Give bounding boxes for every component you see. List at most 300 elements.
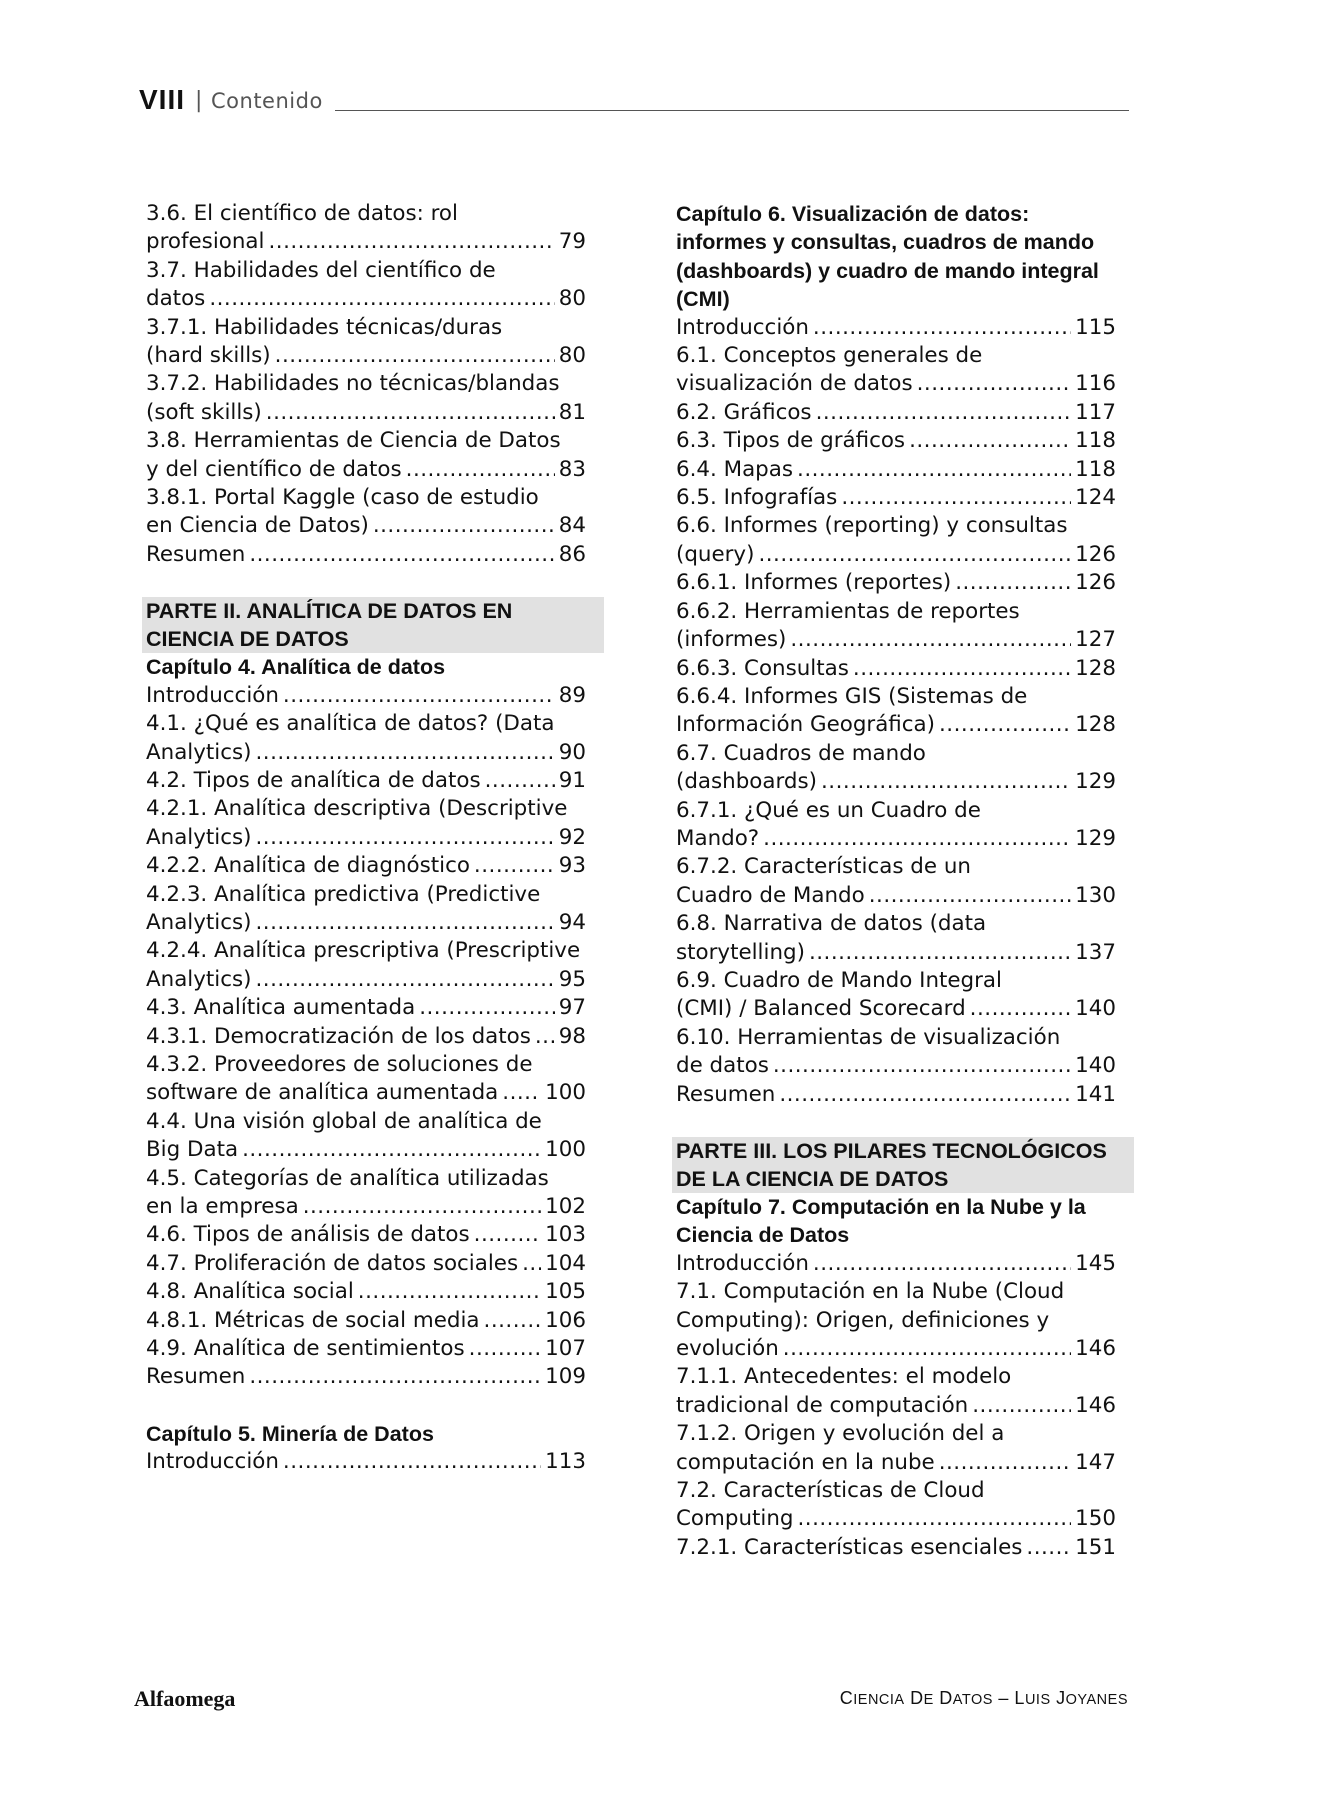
page-ref: 97: [558, 995, 586, 1021]
dot-leader: [275, 342, 555, 370]
dot-leader: [358, 1278, 541, 1306]
entry-title-line: (query): [676, 541, 755, 567]
toc-entry[interactable]: [676, 655, 1116, 683]
entry-last-line: [146, 1023, 586, 1051]
title-smallcaps: E: [923, 1692, 934, 1708]
entry-title-line: 4.8.1. Métricas de social media: [146, 1307, 480, 1333]
toc-entry[interactable]: [146, 427, 586, 484]
part-heading: [672, 1137, 1134, 1193]
toc-entry[interactable]: [146, 937, 586, 994]
entry-title-line: Mando?: [676, 825, 760, 851]
toc-entry[interactable]: [676, 1363, 1116, 1420]
page-ref: 147: [1075, 1449, 1116, 1475]
entry-last-line: [676, 456, 1116, 484]
entry-last-line: [146, 966, 586, 994]
page-ref: 92: [558, 824, 586, 850]
dot-leader: [783, 1335, 1071, 1363]
entry-title-line: Introducción: [676, 314, 809, 340]
page-ref: 86: [558, 541, 586, 567]
heading-line: PARTE III. LOS PILARES TECNOLÓGICOS: [676, 1139, 1107, 1163]
toc-entry[interactable]: [676, 569, 1116, 597]
title-smallcaps: UIS: [1024, 1692, 1051, 1708]
dot-leader: [853, 655, 1071, 683]
page-ref: 79: [558, 229, 586, 255]
entry-title-line: Big Data: [146, 1137, 239, 1163]
toc-entry[interactable]: [676, 1081, 1116, 1109]
entry-last-line: [146, 909, 586, 937]
toc-entry[interactable]: [146, 370, 586, 427]
toc-entry[interactable]: [676, 598, 1116, 655]
entry-last-line: [146, 1335, 586, 1363]
heading-line: PARTE II. ANALÍTICA DE DATOS EN: [146, 599, 513, 624]
entry-title-line: Resumen: [146, 541, 246, 567]
chapter-heading: [676, 1193, 1116, 1250]
entry-last-line: [676, 1449, 1116, 1477]
page-ref: 118: [1075, 428, 1116, 454]
dot-leader: [249, 541, 554, 569]
toc-entry[interactable]: [146, 767, 586, 795]
page-ref: 118: [1075, 456, 1116, 482]
entry-title-line: 4.3.1. Democratización de los datos: [146, 1023, 531, 1049]
entry-last-line: [676, 995, 1116, 1023]
dot-leader: [955, 569, 1071, 597]
entry-last-line: [146, 852, 586, 880]
publisher-name: Alfaomega: [134, 1686, 236, 1711]
chapter-heading: [676, 200, 1116, 314]
entry-title-line: 3.8. Herramientas de Ciencia de Datos: [146, 428, 561, 454]
entry-last-line: [146, 767, 586, 795]
toc-entry[interactable]: [676, 484, 1116, 512]
entry-title-line: en Ciencia de Datos): [146, 513, 369, 539]
dot-leader: [522, 1250, 541, 1278]
dot-leader: [841, 484, 1071, 512]
toc-entry[interactable]: [676, 910, 1116, 967]
entry-title-line: Resumen: [146, 1364, 246, 1390]
page-ref: 145: [1075, 1250, 1116, 1276]
dot-leader: [869, 882, 1071, 910]
entry-last-line: [676, 1250, 1116, 1278]
toc-entry[interactable]: [146, 682, 586, 710]
entry-title-line: 6.7.2. Características de un: [676, 854, 971, 880]
title-smallcaps: IENCIA: [853, 1692, 905, 1708]
page-ref: 128: [1075, 655, 1116, 681]
entry-title-line: 6.7. Cuadros de mando: [676, 740, 926, 766]
entry-title-line: 3.7. Habilidades del científico de: [146, 257, 496, 283]
entry-title-line: 7.1.1. Antecedentes: el modelo: [676, 1364, 1012, 1390]
entry-title-line: 3.7.2. Habilidades no técnicas/blandas: [146, 371, 560, 397]
page-ref: 105: [545, 1279, 586, 1305]
dot-leader: [502, 1079, 541, 1107]
dot-leader: [268, 228, 554, 256]
entry-last-line: [676, 1052, 1116, 1080]
spacer: [146, 569, 586, 597]
toc-entry[interactable]: [146, 484, 586, 541]
entry-last-line: [676, 768, 1116, 796]
page-ref: 95: [558, 966, 586, 992]
entry-title-line: (dashboards): [676, 769, 817, 795]
toc-entry[interactable]: [146, 994, 586, 1022]
toc-entry[interactable]: [676, 1250, 1116, 1278]
toc-entry[interactable]: [676, 853, 1116, 910]
header-separator: |: [195, 88, 203, 113]
entry-last-line: [146, 228, 586, 256]
heading-line: DE LA CIENCIA DE DATOS: [676, 1167, 949, 1191]
entry-last-line: [146, 1193, 586, 1221]
page-ref: 140: [1075, 996, 1116, 1022]
dot-leader: [209, 285, 554, 313]
dot-leader: [797, 1505, 1071, 1533]
toc-entry[interactable]: [146, 1448, 586, 1476]
entry-title-line: 6.8. Narrativa de datos (data: [676, 911, 987, 937]
heading-line: Capítulo 6. Visualización de datos:: [676, 202, 1030, 226]
dot-leader: [474, 1221, 542, 1249]
entry-last-line: [146, 1448, 586, 1476]
toc-entry[interactable]: [676, 427, 1116, 455]
toc-entry[interactable]: [676, 1024, 1116, 1081]
page-ref: 84: [558, 513, 586, 539]
page-ref: 127: [1075, 627, 1116, 653]
entry-last-line: [676, 569, 1116, 597]
entry-last-line: [146, 994, 586, 1022]
dot-leader: [917, 370, 1072, 398]
page-ref: 124: [1075, 485, 1116, 511]
toc-entry[interactable]: [676, 1278, 1116, 1363]
entry-title-line: 7.2. Características de Cloud: [676, 1478, 985, 1504]
dot-leader: [758, 541, 1071, 569]
entry-title-line: 6.1. Conceptos generales de: [676, 343, 983, 369]
entry-last-line: [676, 541, 1116, 569]
entry-title-line: 6.3. Tipos de gráficos: [676, 428, 906, 454]
toc-entry[interactable]: [676, 1477, 1116, 1534]
toc-entry[interactable]: [146, 1307, 586, 1335]
toc-entry[interactable]: [676, 512, 1116, 569]
entry-last-line: [146, 1250, 586, 1278]
entry-title-line: 7.1. Computación en la Nube (Cloud: [676, 1279, 1065, 1305]
toc-entry[interactable]: [146, 1221, 586, 1249]
page-ref: 103: [545, 1222, 586, 1248]
page-ref: 100: [545, 1080, 586, 1106]
page-number: VIII: [139, 84, 186, 115]
entry-title-line: 6.6. Informes (reporting) y consultas: [676, 513, 1068, 539]
page-ref: 106: [545, 1307, 586, 1333]
entry-title-line: Cuadro de Mando: [676, 882, 865, 908]
entry-title-line: 6.6.4. Informes GIS (Sistemas de: [676, 683, 1028, 709]
entry-title-line: 4.2.2. Analítica de diagnóstico: [146, 853, 470, 879]
entry-last-line: [676, 1081, 1116, 1109]
title-smallcaps: OYANES: [1065, 1692, 1128, 1708]
dot-leader: [821, 768, 1071, 796]
heading-line: Capítulo 7. Computación en la Nube y la: [676, 1195, 1086, 1219]
dot-leader: [373, 512, 555, 540]
dot-leader: [813, 314, 1071, 342]
entry-title-line: 4.7. Proliferación de datos sociales: [146, 1250, 519, 1276]
toc-entry[interactable]: [676, 683, 1116, 740]
toc-entry[interactable]: [146, 257, 586, 314]
heading-line: informes y consultas, cuadros de mando: [676, 230, 1095, 255]
entry-title-line: tradicional de computación: [676, 1392, 969, 1418]
dot-leader: [939, 711, 1071, 739]
dot-leader: [242, 1136, 541, 1164]
entry-title-line: 4.2.1. Analítica descriptiva (Descriptive: [146, 796, 568, 822]
entry-title-line: 6.4. Mapas: [676, 456, 794, 482]
heading-line: Capítulo 4. Analítica de datos: [146, 655, 446, 680]
title-initial: – L: [992, 1688, 1025, 1708]
page-ref: 115: [1075, 314, 1116, 340]
entry-title-line: 4.9. Analítica de sentimientos: [146, 1336, 465, 1362]
entry-title-line: 6.5. Infografías: [676, 485, 838, 511]
toc-entry[interactable]: [146, 1335, 586, 1363]
entry-title-line: 6.7.1. ¿Qué es un Cuadro de: [676, 797, 981, 823]
entry-title-line: 4.2.3. Analítica predictiva (Predictive: [146, 881, 541, 907]
entry-title-line: Computing: [676, 1506, 794, 1532]
page-ref: 113: [545, 1449, 586, 1475]
entry-title-line: (CMI) / Balanced Scorecard: [676, 996, 966, 1022]
entry-title-line: profesional: [146, 229, 265, 255]
dot-leader: [773, 1052, 1071, 1080]
toc-entry[interactable]: [676, 342, 1116, 399]
title-smallcaps: ATOS: [952, 1692, 993, 1708]
entry-title-line: de datos: [676, 1053, 769, 1079]
entry-title-line: Información Geográfica): [676, 712, 935, 738]
entry-title-line: 3.8.1. Portal Kaggle (caso de estudio: [146, 485, 539, 511]
dot-leader: [970, 995, 1072, 1023]
page-ref: 81: [558, 399, 586, 425]
page-ref: 100: [545, 1137, 586, 1163]
entry-last-line: [146, 824, 586, 852]
entry-title-line: 3.6. El científico de datos: rol: [146, 201, 458, 226]
title-initial: J: [1050, 1688, 1066, 1708]
spacer: [676, 1109, 1116, 1137]
dot-leader: [779, 1081, 1071, 1109]
page-ref: 83: [558, 456, 586, 482]
entry-last-line: [146, 1363, 586, 1391]
entry-title-line: 4.6. Tipos de análisis de datos: [146, 1222, 470, 1248]
page-ref: 89: [558, 682, 586, 708]
entry-title-line: 6.6.2. Herramientas de reportes: [676, 598, 1020, 624]
dot-leader: [474, 852, 555, 880]
entry-title-line: 6.9. Cuadro de Mando Integral: [676, 967, 1002, 993]
toc-entry[interactable]: [146, 795, 586, 852]
entry-last-line: [676, 1505, 1116, 1533]
section-title: Contenido: [211, 89, 323, 113]
chapter-heading: [146, 653, 586, 681]
entry-last-line: [676, 1534, 1116, 1562]
entry-title-line: 4.2.4. Analítica prescriptiva (Prescriptive: [146, 938, 581, 964]
chapter-heading: [146, 1420, 586, 1448]
header-rule: [335, 110, 1129, 111]
page-ref: 137: [1075, 939, 1116, 965]
entry-title-line: (hard skills): [146, 343, 271, 369]
entry-title-line: 6.2. Gráficos: [676, 399, 812, 425]
entry-title-line: (informes): [676, 627, 787, 653]
page-header: [139, 84, 1129, 114]
entry-title-line: y del científico de datos: [146, 456, 402, 482]
heading-line: Ciencia de Datos: [676, 1223, 850, 1248]
entry-title-line: 4.3.2. Proveedores de soluciones de: [146, 1051, 533, 1077]
dot-leader: [1026, 1534, 1071, 1562]
toc-entry[interactable]: [146, 200, 586, 257]
entry-last-line: [676, 939, 1116, 967]
entry-last-line: [676, 484, 1116, 512]
toc-entry[interactable]: [146, 852, 586, 880]
dot-leader: [255, 966, 554, 994]
entry-last-line: [676, 314, 1116, 342]
toc-entry[interactable]: [676, 797, 1116, 854]
entry-title-line: software de analítica aumentada: [146, 1080, 499, 1106]
heading-line: (CMI): [676, 287, 730, 312]
entry-title-line: en la empresa: [146, 1194, 299, 1219]
page-ref: 116: [1075, 371, 1116, 397]
dot-leader: [266, 399, 555, 427]
dot-leader: [283, 682, 555, 710]
dot-leader: [419, 994, 555, 1022]
entry-last-line: [146, 1307, 586, 1335]
page-ref: 107: [545, 1336, 586, 1362]
page-ref: 94: [558, 909, 586, 935]
page-ref: 129: [1075, 825, 1116, 851]
dot-leader: [909, 427, 1071, 455]
entry-last-line: [146, 285, 586, 313]
dot-leader: [406, 456, 555, 484]
page-ref: 98: [558, 1023, 586, 1049]
page-ref: 150: [1075, 1506, 1116, 1532]
entry-title-line: 7.2.1. Características esenciales: [676, 1534, 1023, 1560]
dot-leader: [255, 909, 554, 937]
toc-entry[interactable]: [146, 1051, 586, 1108]
entry-title-line: (soft skills): [146, 399, 262, 425]
page-ref: 130: [1075, 882, 1116, 908]
book-title-author: [840, 1688, 1128, 1709]
toc-entry[interactable]: [676, 456, 1116, 484]
part-heading: [142, 597, 604, 653]
toc-entry[interactable]: [676, 1420, 1116, 1477]
entry-last-line: [676, 882, 1116, 910]
entry-last-line: [676, 825, 1116, 853]
toc-right-column: [676, 200, 1116, 1562]
entry-title-line: Analytics): [146, 739, 252, 765]
title-initial: D: [904, 1688, 924, 1708]
entry-title-line: visualización de datos: [676, 371, 913, 397]
toc-entry[interactable]: [146, 1250, 586, 1278]
toc-entry[interactable]: [146, 1108, 586, 1165]
page-ref: 140: [1075, 1053, 1116, 1079]
entry-last-line: [676, 1392, 1116, 1420]
heading-line: Capítulo 5. Minería de Datos: [146, 1421, 434, 1446]
entry-title-line: 4.3. Analítica aumentada: [146, 995, 416, 1021]
heading-line: CIENCIA DE DATOS: [146, 627, 349, 652]
page-ref: 129: [1075, 769, 1116, 795]
dot-leader: [809, 939, 1071, 967]
entry-title-line: Analytics): [146, 909, 252, 935]
dot-leader: [255, 739, 554, 767]
entry-title-line: Introducción: [676, 1250, 809, 1276]
entry-last-line: [146, 456, 586, 484]
toc-entry[interactable]: [676, 1534, 1116, 1562]
entry-title-line: 6.6.3. Consultas: [676, 655, 849, 681]
dot-leader: [816, 399, 1072, 427]
page-ref: 128: [1075, 712, 1116, 738]
dot-leader: [484, 1307, 542, 1335]
toc-entry[interactable]: [676, 399, 1116, 427]
entry-last-line: [146, 512, 586, 540]
dot-leader: [939, 1449, 1071, 1477]
dot-leader: [255, 824, 554, 852]
entry-last-line: [676, 370, 1116, 398]
entry-last-line: [676, 1335, 1116, 1363]
entry-last-line: [676, 399, 1116, 427]
toc-entry[interactable]: [146, 881, 586, 938]
page-ref: 102: [545, 1194, 586, 1219]
entry-last-line: [676, 427, 1116, 455]
page-ref: 146: [1075, 1336, 1116, 1362]
entry-title-line: 4.5. Categorías de analítica utilizadas: [146, 1165, 549, 1191]
entry-last-line: [146, 1136, 586, 1164]
title-initial: C: [839, 1688, 854, 1708]
entry-last-line: [146, 1221, 586, 1249]
entry-last-line: [146, 1278, 586, 1306]
dot-leader: [249, 1363, 541, 1391]
toc-entry[interactable]: [146, 1023, 586, 1051]
toc-entry[interactable]: [146, 541, 586, 569]
toc-entry[interactable]: [676, 314, 1116, 342]
toc-entry[interactable]: [676, 740, 1116, 797]
entry-title-line: Analytics): [146, 966, 252, 992]
page-ref: 80: [558, 343, 586, 369]
page-ref: 126: [1075, 570, 1116, 596]
toc-entry[interactable]: [146, 1165, 586, 1222]
page-ref: 109: [545, 1364, 586, 1390]
dot-leader: [283, 1448, 541, 1476]
entry-last-line: [146, 399, 586, 427]
dot-leader: [797, 456, 1071, 484]
toc-entry[interactable]: [146, 314, 586, 371]
entry-last-line: [676, 711, 1116, 739]
entry-title-line: Computing): Origen, definiciones y: [676, 1307, 1050, 1333]
toc-entry[interactable]: [146, 710, 586, 767]
spacer: [146, 1392, 586, 1420]
entry-title-line: 4.8. Analítica social: [146, 1279, 354, 1305]
page-ref: 93: [558, 853, 586, 879]
page-ref: 146: [1075, 1392, 1116, 1418]
entry-title-line: Analytics): [146, 824, 252, 850]
dot-leader: [813, 1250, 1071, 1278]
entry-last-line: [146, 1079, 586, 1107]
dot-leader: [972, 1392, 1071, 1420]
page-ref: 80: [558, 286, 586, 312]
entry-last-line: [146, 739, 586, 767]
toc-entry[interactable]: [676, 967, 1116, 1024]
entry-title-line: Resumen: [676, 1081, 776, 1107]
heading-line: (dashboards) y cuadro de mando integral: [676, 258, 1099, 283]
page-ref: 126: [1075, 541, 1116, 567]
title-initial: D: [933, 1688, 953, 1708]
toc-entry[interactable]: [146, 1278, 586, 1306]
entry-title-line: computación en la nube: [676, 1449, 935, 1475]
entry-last-line: [676, 626, 1116, 654]
entry-title-line: 6.6.1. Informes (reportes): [676, 570, 952, 596]
entry-title-line: Introducción: [146, 682, 279, 708]
toc-left-column: [146, 200, 586, 1477]
toc-entry[interactable]: [146, 1363, 586, 1391]
page-ref: 117: [1075, 399, 1116, 425]
entry-title-line: datos: [146, 286, 206, 312]
entry-title-line: Introducción: [146, 1449, 279, 1475]
page-ref: 141: [1075, 1081, 1116, 1107]
page-ref: 104: [545, 1250, 586, 1276]
dot-leader: [763, 825, 1071, 853]
entry-last-line: [146, 682, 586, 710]
entry-last-line: [676, 655, 1116, 683]
